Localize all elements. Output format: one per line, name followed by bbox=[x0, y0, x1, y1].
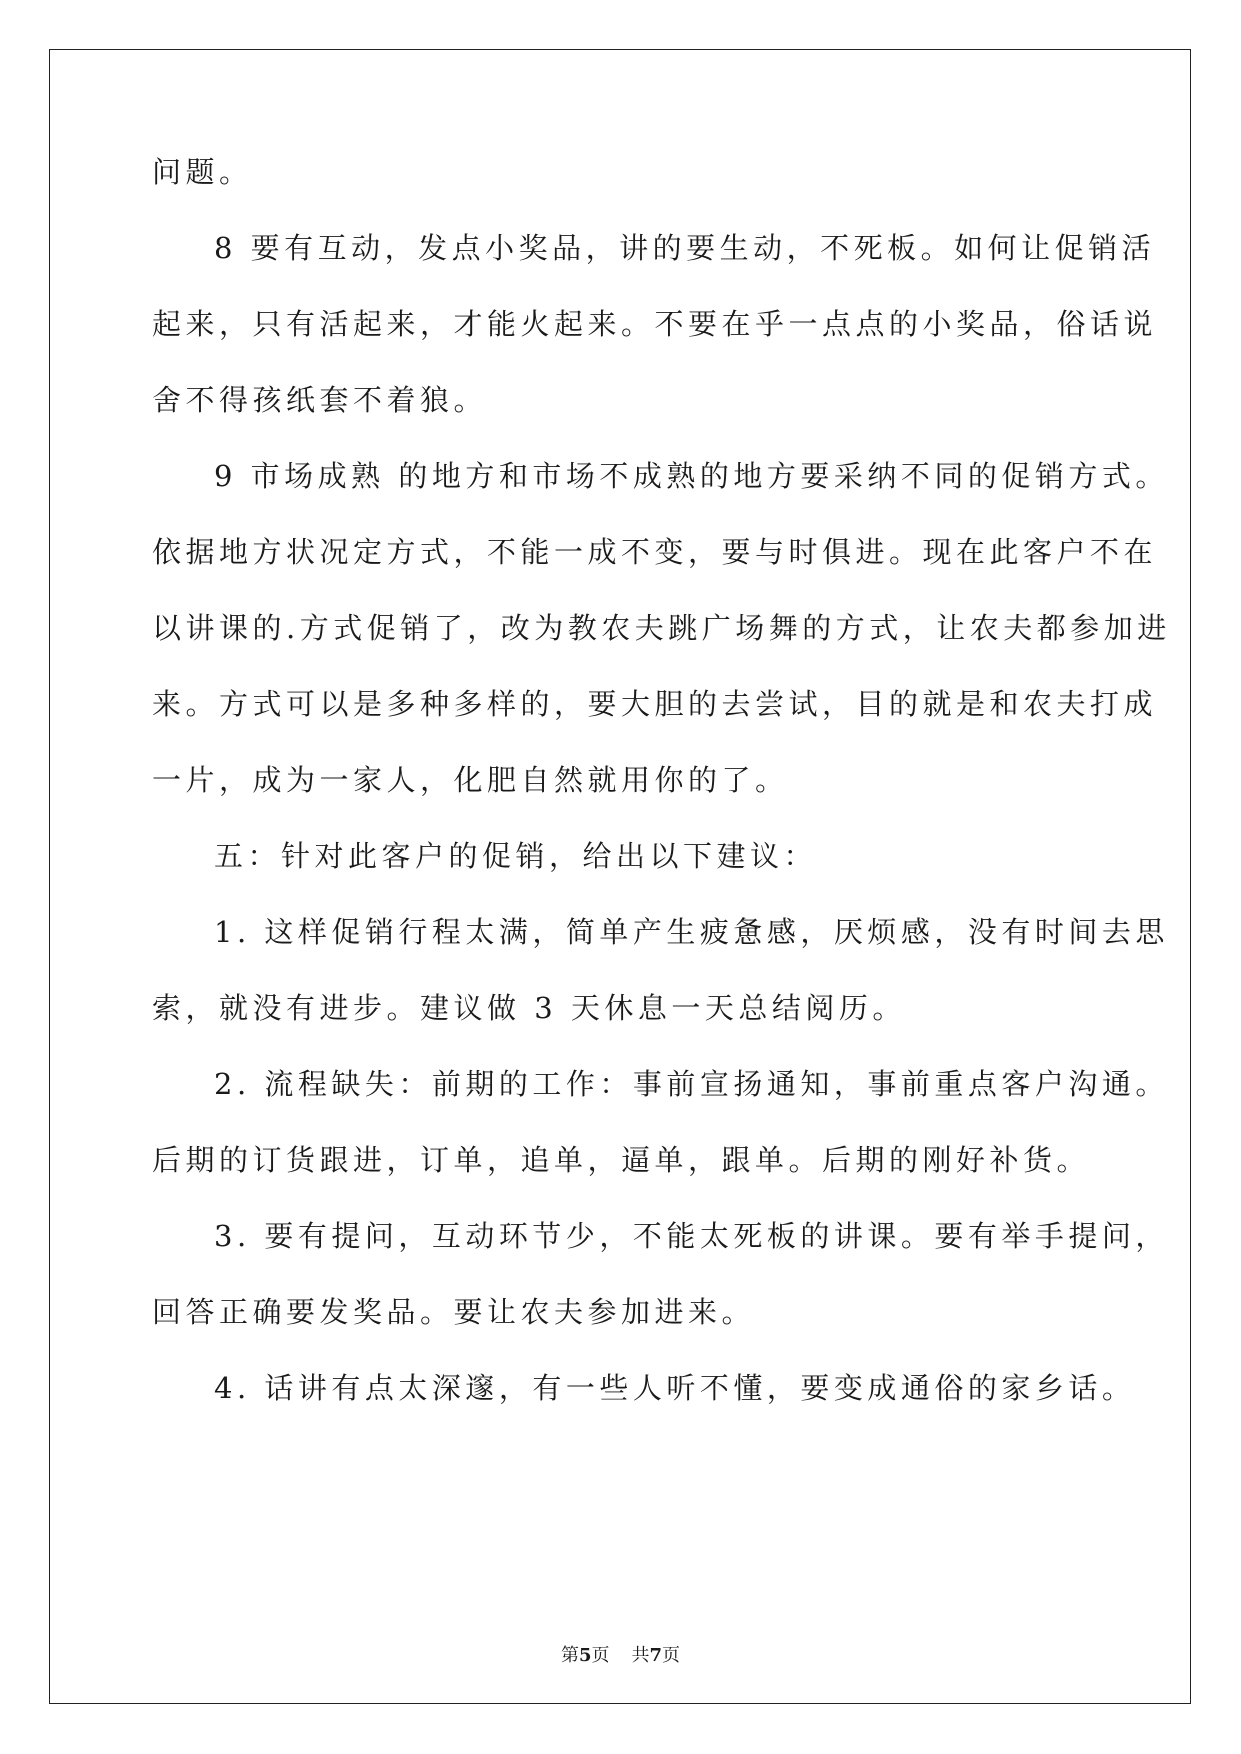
text-line: 回答正确要发奖品。要让农夫参加进来。 bbox=[152, 1295, 756, 1329]
text-line: 一片，成为一家人，化肥自然就用你的了。 bbox=[152, 763, 789, 797]
page-number: 5 bbox=[578, 1645, 592, 1666]
text-line: 依据地方状况定方式，不能一成不变，要与时俱进。现在此客户不在 bbox=[152, 535, 1158, 569]
suggestion-3-line: 3. 要有提问，互动环节少，不能太死板的讲课。要有举手提问， bbox=[214, 1219, 1169, 1253]
text-line: 来。方式可以是多种多样的，要大胆的去尝试，目的就是和农夫打成 bbox=[152, 687, 1158, 721]
paragraph-8-line: 8 要有互动，发点小奖品，讲的要生动，不死板。如何让促销活 bbox=[214, 231, 1156, 265]
paragraph-9-line: 9 市场成熟 的地方和市场不成熟的地方要采纳不同的促销方式。 bbox=[214, 459, 1169, 493]
text-line: 问题。 bbox=[152, 155, 253, 189]
page-suffix: 页 bbox=[591, 1645, 610, 1666]
page-border bbox=[49, 49, 1191, 1704]
suggestion-4-line: 4. 话讲有点太深邃，有一些人听不懂，要变成通俗的家乡话。 bbox=[214, 1371, 1136, 1405]
text-line: 起来，只有活起来，才能火起来。不要在乎一点点的小奖品，俗话说 bbox=[152, 307, 1158, 341]
text-line: 舍不得孩纸套不着狼。 bbox=[152, 383, 488, 417]
section-heading: 五：针对此客户的促销，给出以下建议： bbox=[214, 839, 818, 873]
suggestion-2-line: 2. 流程缺失：前期的工作：事前宣扬通知，事前重点客户沟通。 bbox=[214, 1067, 1169, 1101]
total-suffix: 页 bbox=[662, 1645, 681, 1666]
page-footer bbox=[0, 1644, 1241, 1668]
text-line: 后期的订货跟进，订单，追单，逼单，跟单。后期的刚好补货。 bbox=[152, 1143, 1091, 1177]
page-prefix: 第 bbox=[560, 1645, 579, 1666]
text-line: 以讲课的.方式促销了，改为教农夫跳广场舞的方式，让农夫都参加进 bbox=[152, 611, 1171, 645]
suggestion-1-line: 1. 这样促销行程太满，简单产生疲惫感，厌烦感，没有时间去思 bbox=[214, 915, 1169, 949]
total-pages: 7 bbox=[649, 1645, 663, 1666]
total-prefix: 共 bbox=[631, 1645, 650, 1666]
text-line: 索，就没有进步。建议做 3 天休息一天总结阅历。 bbox=[152, 991, 906, 1025]
